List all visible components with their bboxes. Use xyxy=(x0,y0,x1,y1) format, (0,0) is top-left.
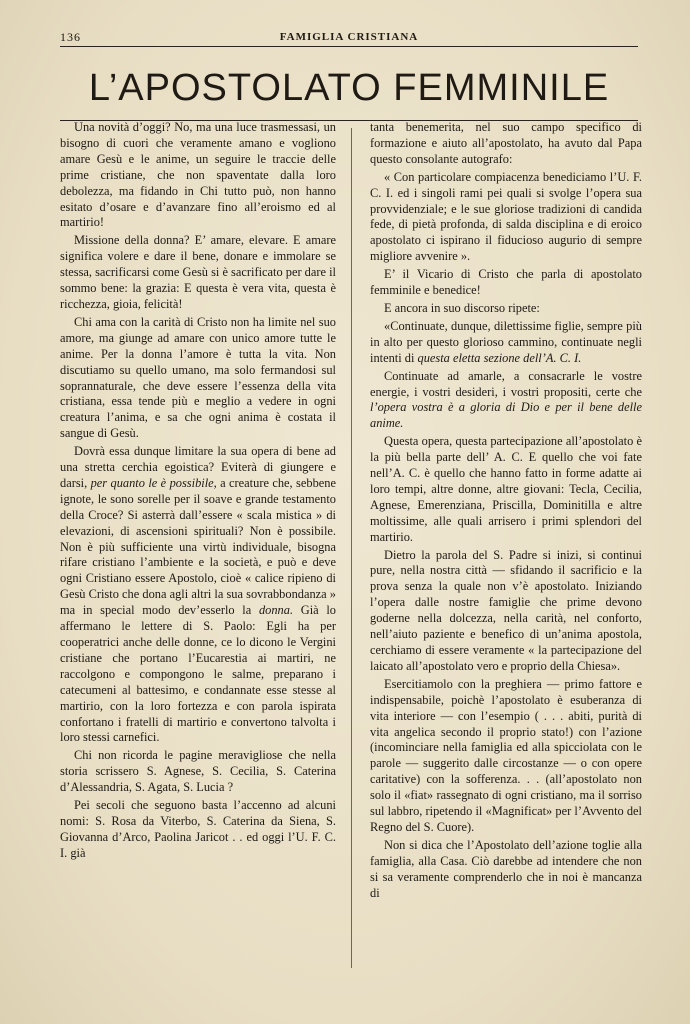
paragraph: Dietro la parola del S. Padre si inizi, si continui pure, nella nostra città — sfidando il sacrificio e la prova senza la quale non v’è apostolato. Iniziando l’opera dalle nostre famiglie che prime devono goderne nella dolcezza, nella carità, nel conforto, nell’aiuto paziente e benefico di un’anima apostola, cerchiamo di essere veramente « la partecipazione del laicato all’apostolato vero e proprio della Chiesa». xyxy=(370,547,642,673)
paragraph: Pei secoli che seguono basta l’accenno ad alcuni nomi: S. Rosa da Viterbo, S. Caterina da Siena, S. Giovanna d’Arco, Paolina Jaricot . . ed oggi l’U. F. C. I. già xyxy=(60,798,336,860)
paragraph: E’ il Vicario di Cristo che parla di apostolato femminile e benedice! xyxy=(370,267,642,298)
italic-run: l’opera vostra è a gloria di Dio e per il bene delle anime. xyxy=(370,400,642,431)
left-column xyxy=(60,120,336,980)
italic-run: questa eletta sezione dell’A. C. I. xyxy=(417,350,582,365)
quote-paragraph xyxy=(370,319,642,367)
paragraph xyxy=(60,444,336,746)
text-run: a creature che, sebbene ignote, le sono sorelle per il soave e grande testamento della Croce? Si asterrà dall’essere « scala mistica » di elevazioni, di ascensioni spirituali? Non è possibile. Non è più sufficiente una virtù individuale, bisogna rifare cristiano l’ambiente e la società, e può e deve ogni Cristiano essere Apostolo, cioè « calice ripieno di Gesù Cristo che dona agli altri la sua sovrabbondanza » ma in special modo dev’esserlo la xyxy=(60,475,336,618)
paragraph: Una novità d’oggi? No, ma una luce trasmessasi, un bisogno di cuori che veramente amano e vogliono amare Gesù e le anime, un seguire le traccie delle prime cristiane, che non spaventate dalla loro debolezza, ma fidando in Chi tutto può, non hanno esitato d’osare e d’avanzare fino all’eroismo ed al martirio! xyxy=(60,120,336,230)
italic-run: per quanto le è possibile, xyxy=(90,475,217,490)
running-title: FAMIGLIA CRISTIANA xyxy=(279,31,419,43)
paragraph: Esercitiamolo con la preghiera — primo fattore e indispensabile, poichè l’apostolato è esuberanza di vita interiore — con l’esempio ( . . . abiti, purità di vita angelica secondo il proprio stato!) con l’azione (incominciare nella famiglia ed alla spicciolata con le parole — suggerito dalle circostanze — o con opere caritative) con la sofferenza. . . (all’apostolato non solo il «fiat» rassegnato di ogni cristiano, ma il sorriso sul labbro, ripetendo il «Magnificat» per l’Avvento del Regno del S. Cuore). xyxy=(370,676,642,834)
paragraph xyxy=(370,369,642,433)
text-run: «Continuate, dunque, dilettissime figlie, sempre più in alto per questo glorioso cammino, continuate negli intenti di xyxy=(370,318,642,365)
header-rule xyxy=(60,46,638,47)
paragraph: Chi non ricorda le pagine meravigliose che nella storia scrissero S. Agnese, S. Cecilia, S. Caterina d’Alessandria, S. Agata, S. Lucia ? xyxy=(60,748,336,795)
article-title: L’APOSTOLATO FEMMINILE xyxy=(88,67,610,109)
quote-paragraph: « Con particolare compiacenza benediciamo l’U. F. C. I. ed i singoli rami pei quali si svolge l’opera sua provvidenziale; e le sue gloriose tradizioni di candida fede, di pietà profonda, di salda disciplina e di eroico apostolato ci ispirano il fiducioso augurio di sempre migliore avvenire ». xyxy=(370,169,642,264)
text-run: Continuate ad amarle, a consacrarle le vostre energie, i vostri desideri, i vostri propositi, certe che xyxy=(370,368,642,399)
column-divider xyxy=(351,128,352,968)
paragraph: E ancora in suo discorso ripete: xyxy=(384,300,540,315)
text-run: Dovrà essa dunque limitare la sua opera di bene ad una stretta cerchia egoistica? Eviterà di giungere e darsi, xyxy=(60,444,336,490)
right-column xyxy=(370,120,642,980)
paragraph: Chi ama con la carità di Cristo non ha limite nel suo amore, ma giunge ad amare con unico amore tutte le anime. Per la donna l’amore è tutta la vita. Non discutiamo su quello umano, ma solo fermandosi sul soprannaturale, che deve essere l’essenza della vita cristiana, essa tende più e meglio a vedere in ogni creatura l’anima, e sa che ogni anima è costata il sangue di Gesù. xyxy=(60,314,336,441)
page-number: 136 xyxy=(60,30,81,44)
text-run: Già lo affermano le lettere di S. Paolo: Egli ha per cooperatrici anche delle donne, ce lo dicono le Vergini cristiane che portano l’Eucarestia ai martiri, ne raccolgono e compongono le salme, preparano i catecumeni al battesimo, e condannate esse stesse al martirio, con la loro fortezza e con parola ispirata confortano i fratelli di martirio e convertono talvolta i loro stessi carnefici. xyxy=(60,603,336,745)
paragraph: Non si dica che l’Apostolato dell’azione toglie alla famiglia, alla Casa. Ciò darebbe ad intendere che non si sa veramente comprenderlo che in noi è mancanza di xyxy=(370,837,642,900)
paragraph: tanta benemerita, nel suo campo specifico di formazione e aiuto all’apostolato, ha avuto dal Papa questo consolante autografo: xyxy=(370,120,642,166)
italic-run: donna. xyxy=(258,603,294,618)
page-header xyxy=(60,28,638,46)
paragraph: Questa opera, questa partecipazione all’apostolato è la più bella parte dell’ A. C. E quello che voi fate nell’A. C. è quello che hanno fatto in forme adatte ai loro tempi, altre donne, altre giovani: Tecla, Cecilia, Agnese, Emerenziana, Priscilla, Dominitilla e altre moltissime, alle quali arrisero i primi splendori del martirio. xyxy=(370,434,642,544)
paragraph: Missione della donna? E’ amare, elevare. E amare significa volere e dare il bene, donare e immolare se stessa, sacrificarsi come Gesù si è sacrificato per dare il sommo bene: la grazia: E questa è vera vita, questa è ricchezza, gioia, felicità! xyxy=(60,233,336,311)
